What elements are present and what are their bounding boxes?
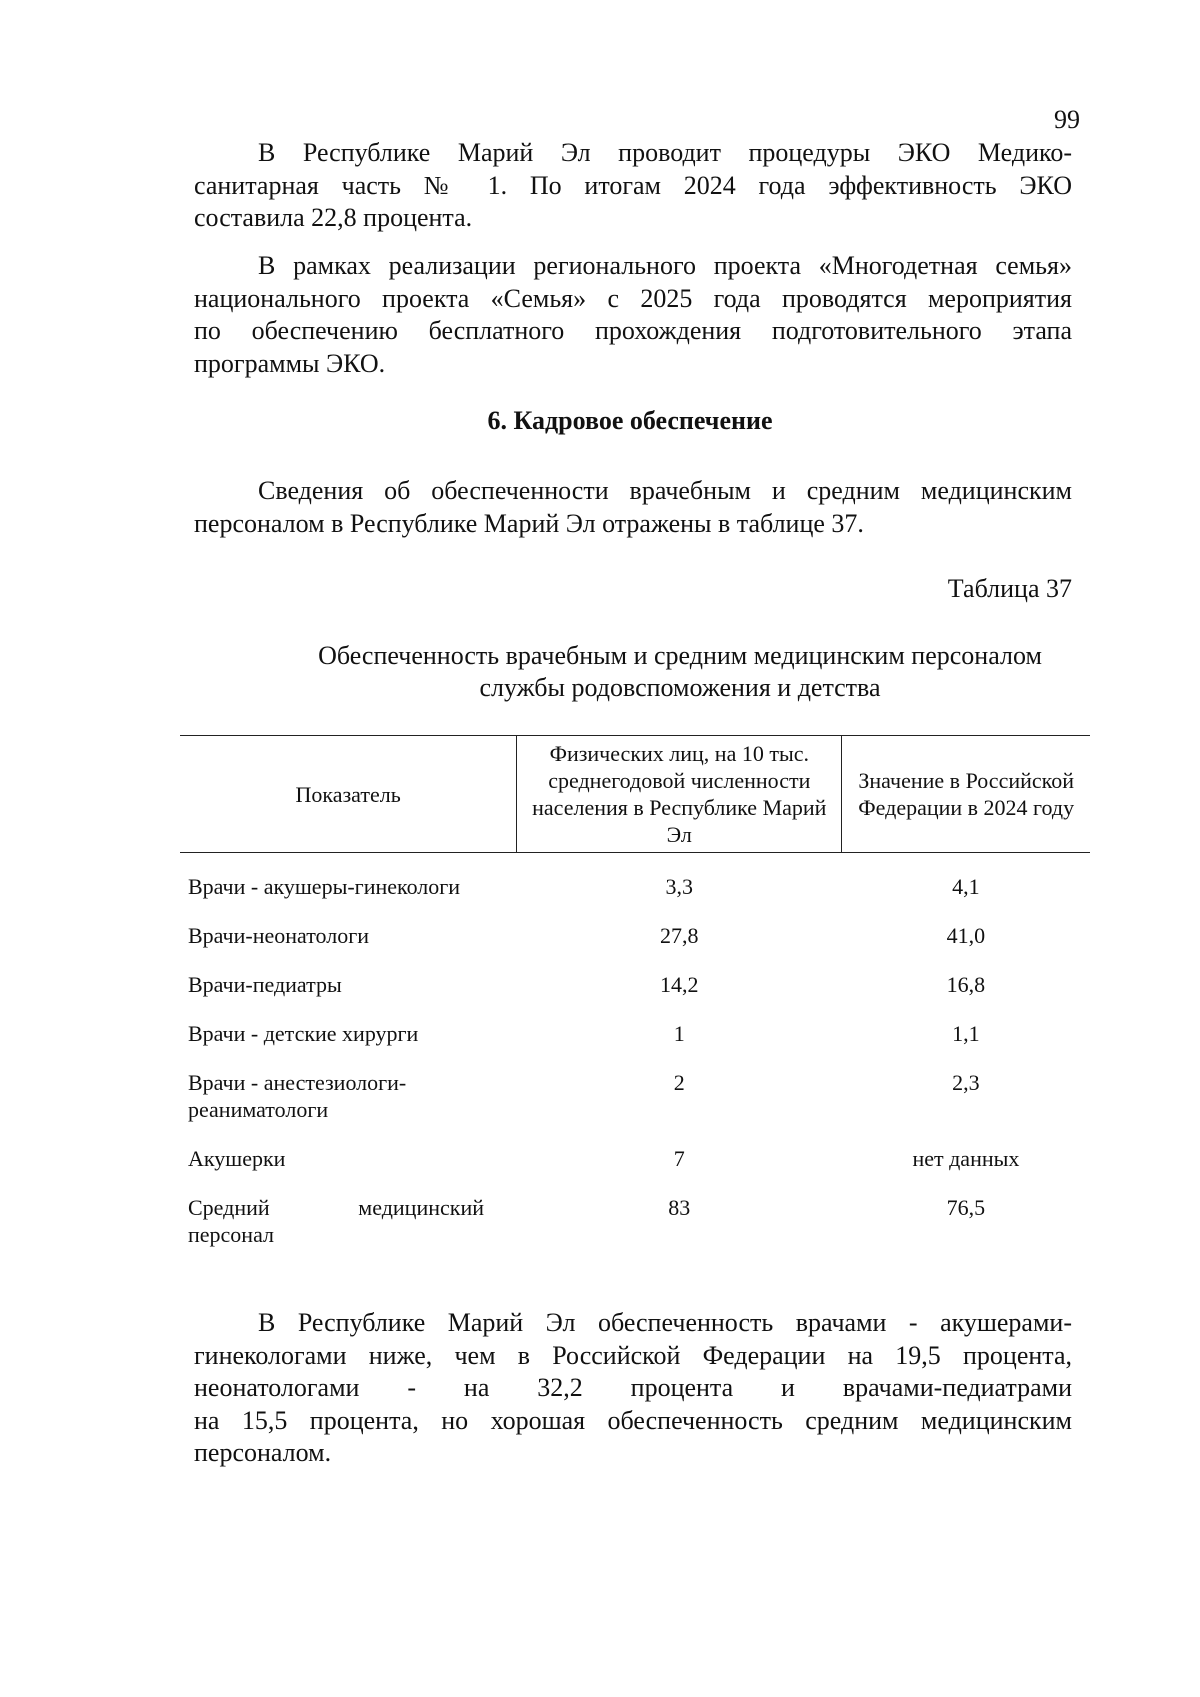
text-line: персоналом в Республике Марий Эл отражены в таблице 37.	[194, 508, 864, 538]
text-line: санитарная часть № 1. По итогам 2024 года эффективность ЭКО	[194, 170, 1072, 200]
page-number: 99	[1054, 105, 1080, 134]
cell-indicator	[180, 1194, 517, 1270]
indicator-text: Средний медицинский персонал	[188, 1195, 484, 1247]
paragraph-eko	[194, 137, 1072, 235]
text-line: неонатологами - на 32,2 процента и врачами-педиатрами	[194, 1373, 1072, 1402]
paragraph-project	[194, 250, 1072, 380]
table-caption	[180, 640, 1180, 704]
cell-rf-value: 41,0	[946, 923, 986, 948]
cell-indicator: Врачи-неонатологи	[188, 923, 370, 948]
table-row	[180, 1069, 1090, 1145]
text-line: гинекологами ниже, чем в Российской Федерации на 19,5 процента,	[194, 1340, 1072, 1370]
cell-rf-value: 2,3	[952, 1070, 980, 1095]
table-row	[180, 922, 1090, 971]
cell-rf-value: 1,1	[952, 1021, 980, 1046]
text-line: по обеспечению бесплатного прохождения подготовительного этапа	[194, 316, 1072, 345]
cell-republic-value: 27,8	[660, 923, 699, 948]
table-header-row	[180, 736, 1090, 853]
cell-republic-value: 14,2	[660, 972, 699, 997]
cell-rf-value: 16,8	[946, 972, 986, 997]
text-line: В Республике Марий Эл обеспеченность врачами - акушерами-	[258, 1308, 1072, 1337]
cell-republic-value: 2	[673, 1070, 685, 1095]
table-row	[180, 853, 1090, 923]
cell-indicator: Врачи - детские хирурги	[188, 1021, 419, 1046]
cell-rf-value: нет данных	[912, 1146, 1020, 1171]
cell-indicator: Врачи - акушеры-гинекологи	[188, 874, 461, 899]
text-line: Сведения об обеспеченности врачебным и средним медицинским	[258, 476, 1072, 505]
cell-rf-value: 76,5	[946, 1195, 986, 1220]
table-caption-line: Обеспеченность врачебным и средним медицинским персоналом	[318, 641, 1042, 670]
cell-rf-value: 4,1	[952, 874, 980, 899]
paragraph-conclusion	[194, 1307, 1072, 1470]
cell-indicator: Врачи-педиатры	[188, 972, 342, 997]
table-row	[180, 1194, 1090, 1270]
text-line: на 15,5 процента, но хорошая обеспеченность средним медицинским	[194, 1405, 1072, 1435]
table-row	[180, 971, 1090, 1020]
header-republic-value: Физических лиц, на 10 тыс. среднегодовой численности населения в Республике Марий Эл	[517, 736, 842, 853]
staffing-table	[180, 735, 1090, 1270]
table-caption-line: службы родовспоможения и детства	[479, 673, 881, 702]
section-title: 6. Кадровое обеспечение	[487, 406, 773, 435]
text-line: персоналом.	[194, 1438, 332, 1467]
text-line: программы ЭКО.	[194, 348, 386, 378]
table-row	[180, 1145, 1090, 1194]
text-line: В рамках реализации регионального проекта «Многодетная семья»	[258, 251, 1072, 280]
cell-republic-value: 83	[668, 1195, 691, 1220]
paragraph-staffing-intro	[194, 475, 1072, 540]
table-row	[180, 1020, 1090, 1069]
text-line: национального проекта «Семья» с 2025 года проводятся мероприятия	[194, 283, 1072, 313]
cell-indicator: Врачи - анестезиологи-реаниматологи	[188, 1070, 407, 1122]
header-rf-value: Значение в Российской Федерации в 2024 году	[842, 736, 1090, 853]
table-label: Таблица 37	[947, 574, 1072, 603]
cell-republic-value: 1	[673, 1021, 685, 1046]
header-indicator: Показатель	[180, 736, 517, 853]
text-line: составила 22,8 процента.	[194, 203, 473, 232]
cell-indicator: Акушерки	[188, 1146, 286, 1171]
cell-republic-value: 3,3	[665, 874, 694, 899]
text-line: В Республике Марий Эл проводит процедуры ЭКО Медико-	[258, 138, 1072, 167]
cell-republic-value: 7	[673, 1146, 685, 1171]
